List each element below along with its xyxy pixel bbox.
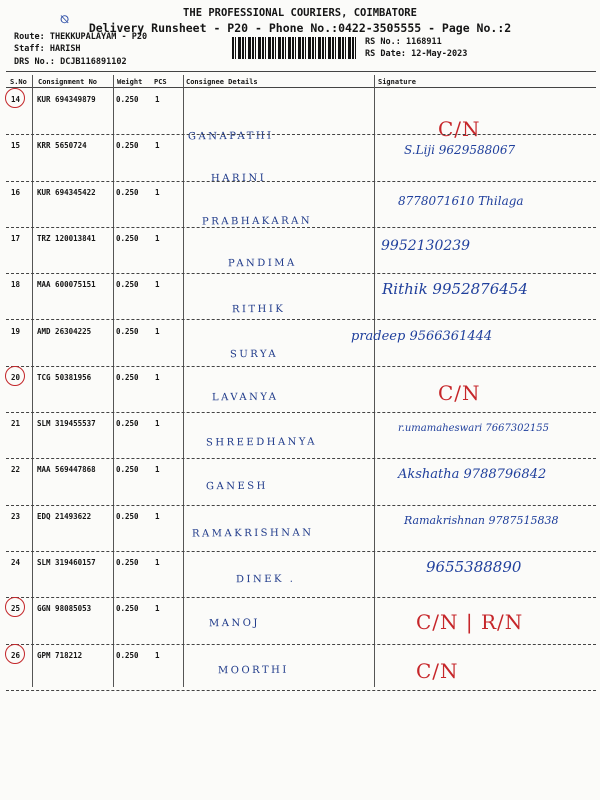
col-header-signature: Signature xyxy=(378,78,416,86)
consignee-name: RAMAKRISHNAN xyxy=(191,527,314,540)
col-header-weight: Weight xyxy=(117,78,143,86)
weight-value: 0.250 xyxy=(116,604,139,614)
weight-value: 0.250 xyxy=(116,558,139,567)
serial-number: 20 xyxy=(11,372,21,382)
pieces-count: 1 xyxy=(155,511,160,521)
rs-date-info xyxy=(365,49,467,59)
serial-number: 17 xyxy=(11,233,21,243)
signature-handwriting: Ramakrishnan 9787515838 xyxy=(404,513,559,527)
signature-handwriting: Rithik 9952876454 xyxy=(382,280,528,299)
weight-value: 0.250 xyxy=(116,95,139,104)
serial-number: 18 xyxy=(11,280,21,290)
consignee-name: SHREEDHANYA xyxy=(205,436,318,449)
col-header-sno: S.No xyxy=(10,78,27,86)
consignee-name: GANESH xyxy=(205,481,268,493)
pieces-count: 1 xyxy=(155,141,160,151)
consignment-number: AMD 26304225 xyxy=(37,326,92,336)
weight-value: 0.250 xyxy=(116,233,139,243)
serial-number: 19 xyxy=(11,326,21,336)
rs-no-value: 1168911 xyxy=(405,37,442,47)
consignee-name: LAVANYA xyxy=(211,391,279,404)
consignment-number: MAA 569447868 xyxy=(37,465,96,475)
pieces-count: 1 xyxy=(155,372,160,382)
consignment-number: EDQ 21493622 xyxy=(37,511,92,521)
col-header-consignee: Consignee Details xyxy=(186,78,258,86)
table-row xyxy=(6,274,596,320)
signature-handwriting: S.Liji 9629588067 xyxy=(404,143,516,158)
pieces-count: 1 xyxy=(155,558,160,567)
table-row xyxy=(6,135,596,185)
consignee-name: PANDIMA xyxy=(227,257,297,270)
consignee-name: DINEK . xyxy=(235,573,296,586)
signature-handwriting: C/N xyxy=(438,117,481,141)
drs-label: DRS No.: xyxy=(14,57,55,67)
serial-number: 24 xyxy=(11,558,21,567)
pieces-count: 1 xyxy=(155,465,160,475)
serial-circle-mark xyxy=(5,88,25,108)
table-row xyxy=(6,89,596,143)
company-title: THE PROFESSIONAL COURIERS, COIMBATORE xyxy=(183,7,417,19)
header-rule xyxy=(6,87,596,88)
rs-no-label: RS No.: xyxy=(365,37,401,47)
table-row xyxy=(6,367,596,413)
weight-value: 0.250 xyxy=(116,280,139,290)
pieces-count: 1 xyxy=(155,95,160,104)
table-row xyxy=(6,228,596,274)
staff-info xyxy=(14,44,81,54)
consignment-number: GGN 98085053 xyxy=(37,604,92,614)
row-divider xyxy=(6,690,596,691)
barcode xyxy=(232,37,356,59)
consignee-name: RITHIK xyxy=(231,303,286,316)
signature-handwriting: C/N | R/N xyxy=(416,610,524,635)
consignment-number: KUR 694349879 xyxy=(37,95,96,104)
signature-handwriting: pradeep 9566361444 xyxy=(351,328,493,344)
weight-value: 0.250 xyxy=(116,465,139,475)
serial-circle-mark xyxy=(5,644,25,664)
consignee-name: SURYA xyxy=(229,348,279,360)
rs-number-info xyxy=(365,37,442,47)
signature-handwriting: r.umamaheswari 7667302155 xyxy=(398,423,549,435)
table-row xyxy=(6,459,596,505)
pieces-count: 1 xyxy=(155,233,160,243)
consignee-name: MOORTHI xyxy=(217,664,289,676)
consignee-name: PRABHAKARAN xyxy=(201,215,313,228)
serial-circle-mark xyxy=(5,597,25,617)
staff-label: Staff: xyxy=(14,44,45,54)
signature-handwriting: 8778071610 Thilaga xyxy=(398,193,524,208)
pieces-count: 1 xyxy=(155,604,160,614)
table-row xyxy=(6,598,596,644)
signature-handwriting: 9952130239 xyxy=(381,237,471,254)
consignee-name: HARINI xyxy=(210,173,267,185)
table-row xyxy=(6,321,596,367)
weight-value: 0.250 xyxy=(116,650,139,660)
consignment-number: MAA 600075151 xyxy=(37,280,96,290)
pieces-count: 1 xyxy=(155,650,160,660)
weight-value: 0.250 xyxy=(116,187,139,197)
serial-number: 26 xyxy=(11,650,21,660)
pieces-count: 1 xyxy=(155,187,160,197)
pieces-count: 1 xyxy=(155,280,160,290)
table-top-rule xyxy=(6,71,596,72)
serial-number: 22 xyxy=(11,465,21,475)
table-row xyxy=(6,506,596,552)
consignment-number: SLM 319460157 xyxy=(37,558,96,567)
signature-handwriting: C/N xyxy=(416,658,459,683)
weight-value: 0.250 xyxy=(116,511,139,521)
weight-value: 0.250 xyxy=(116,326,139,336)
serial-number: 14 xyxy=(11,95,21,104)
consignment-number: TCG 50381956 xyxy=(37,372,92,382)
table-row xyxy=(6,413,596,459)
drs-value: DCJB116891102 xyxy=(60,57,127,67)
table-row xyxy=(6,552,596,598)
serial-number: 16 xyxy=(11,187,21,197)
serial-number: 21 xyxy=(11,419,21,429)
consignment-number: SLM 319455537 xyxy=(37,419,96,429)
serial-number: 15 xyxy=(11,141,21,151)
courier-logo-icon: ⦰ xyxy=(60,13,69,26)
weight-value: 0.250 xyxy=(116,372,139,382)
route-value: THEKKUPALAYAM - P20 xyxy=(49,32,148,42)
staff-value: HARISH xyxy=(49,44,81,54)
pieces-count: 1 xyxy=(155,419,160,429)
drs-info xyxy=(14,57,127,67)
serial-circle-mark xyxy=(5,366,25,386)
table-row xyxy=(6,645,596,691)
signature-handwriting: C/N xyxy=(438,380,481,405)
runsheet-table xyxy=(6,75,596,695)
signature-handwriting: 9655388890 xyxy=(426,558,522,576)
signature-handwriting: Akshatha 9788796842 xyxy=(398,467,547,483)
consignment-number: TRZ 120013841 xyxy=(37,233,96,243)
consignment-number: GPM 718212 xyxy=(37,650,83,660)
rs-date-label: RS Date: xyxy=(365,49,406,59)
weight-value: 0.250 xyxy=(116,419,139,429)
col-header-pcs: PCS xyxy=(154,78,167,86)
consignment-number: KRR 5650724 xyxy=(37,141,87,151)
pieces-count: 1 xyxy=(155,326,160,336)
serial-number: 23 xyxy=(11,511,21,521)
runsheet-subtitle: Delivery Runsheet - P20 - Phone No.:0422-3505555 - Page No.:2 xyxy=(88,21,512,35)
weight-value: 0.250 xyxy=(116,141,139,151)
route-info xyxy=(14,32,147,42)
serial-number: 25 xyxy=(11,604,21,614)
rs-date-value: 12-May-2023 xyxy=(411,49,468,59)
consignee-name: GANAPATHI xyxy=(187,130,274,143)
consignment-number: KUR 694345422 xyxy=(37,187,96,197)
consignee-name: MANOJ xyxy=(208,618,260,630)
col-header-consignment: Consignment No xyxy=(38,78,98,86)
route-label: Route: xyxy=(14,32,45,42)
table-row xyxy=(6,182,596,228)
